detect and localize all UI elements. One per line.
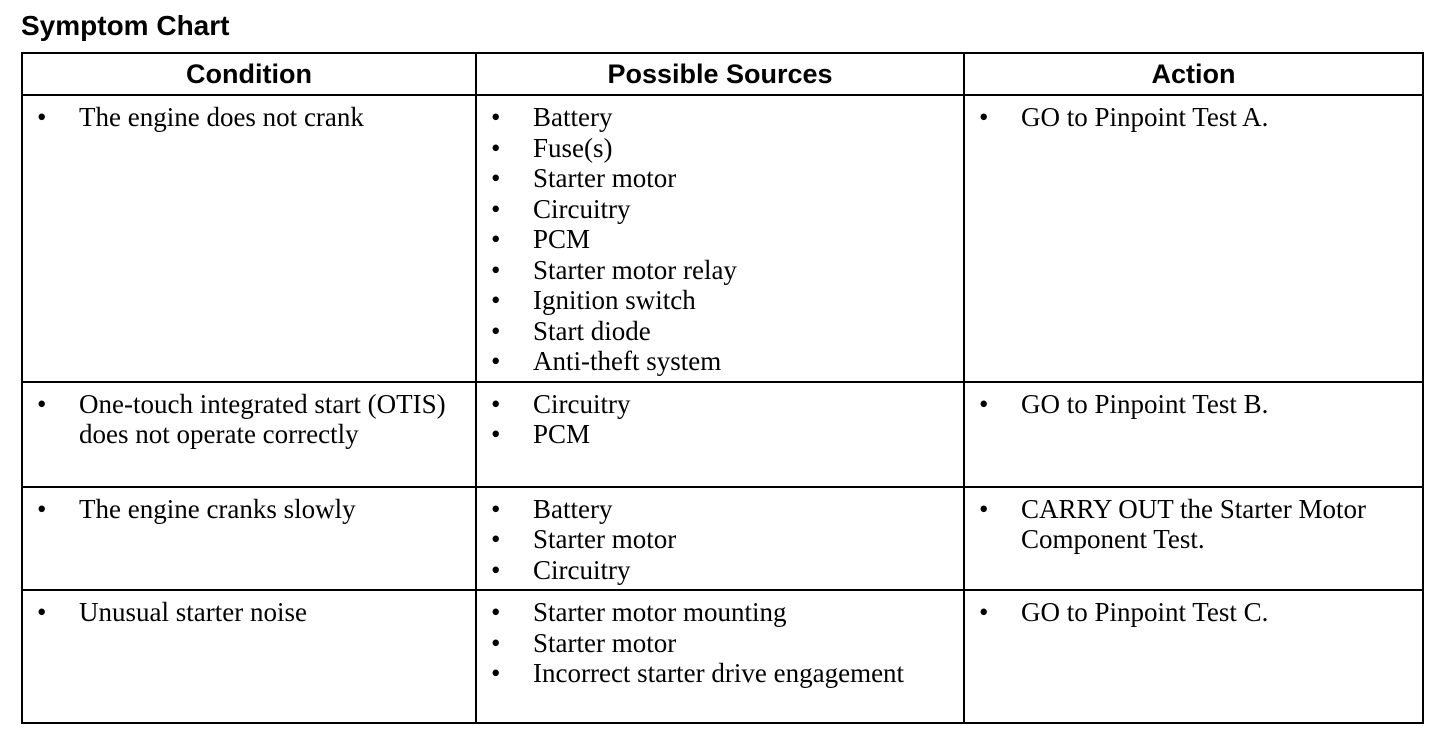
source-item: • Starter motor relay (487, 255, 953, 286)
source-item: • Starter motor (487, 163, 953, 194)
sources-cell (476, 590, 964, 723)
source-item: • Starter motor mounting (487, 597, 953, 628)
action-text: • GO to Pinpoint Test A. (975, 102, 1412, 133)
sources-cell (476, 487, 964, 591)
table-row (22, 487, 1423, 591)
table-header-row (22, 53, 1423, 95)
source-item: • PCM (487, 419, 953, 450)
source-item: • Anti-theft system (487, 346, 953, 377)
table-row (22, 382, 1423, 487)
source-item: • Battery (487, 494, 953, 525)
condition-cell (22, 487, 476, 591)
sources-cell (476, 382, 964, 487)
source-item: • Start diode (487, 316, 953, 347)
action-cell (964, 590, 1423, 723)
action-text: • GO to Pinpoint Test C. (975, 597, 1412, 628)
action-text: • CARRY OUT the Starter Motor Component Test. (975, 494, 1412, 555)
column-header-condition: Condition (22, 53, 476, 95)
table-row (22, 95, 1423, 382)
source-item: • Fuse(s) (487, 133, 953, 164)
source-item: • Battery (487, 102, 953, 133)
action-text: • GO to Pinpoint Test B. (975, 389, 1412, 420)
condition-text: • Unusual starter noise (33, 597, 465, 628)
condition-cell (22, 382, 476, 487)
source-item: • Circuitry (487, 194, 953, 225)
source-item: • Starter motor (487, 628, 953, 659)
column-header-action: Action (964, 53, 1423, 95)
column-header-possible-sources: Possible Sources (476, 53, 964, 95)
action-cell (964, 382, 1423, 487)
source-item: • Starter motor (487, 524, 953, 555)
symptom-chart-table (21, 52, 1424, 724)
page-title: Symptom Chart (21, 10, 230, 41)
source-item: • Ignition switch (487, 285, 953, 316)
source-item: • PCM (487, 224, 953, 255)
condition-cell (22, 95, 476, 382)
condition-cell (22, 590, 476, 723)
action-cell (964, 487, 1423, 591)
condition-text: • The engine cranks slowly (33, 494, 465, 525)
source-item: • Circuitry (487, 555, 953, 586)
action-cell (964, 95, 1423, 382)
condition-text: • The engine does not crank (33, 102, 465, 133)
source-item: • Circuitry (487, 389, 953, 420)
sources-cell (476, 95, 964, 382)
condition-text: • One-touch integrated start (OTIS) does not operate correctly (33, 389, 465, 450)
table-row (22, 590, 1423, 723)
source-item: • Incorrect starter drive engagement (487, 658, 953, 689)
